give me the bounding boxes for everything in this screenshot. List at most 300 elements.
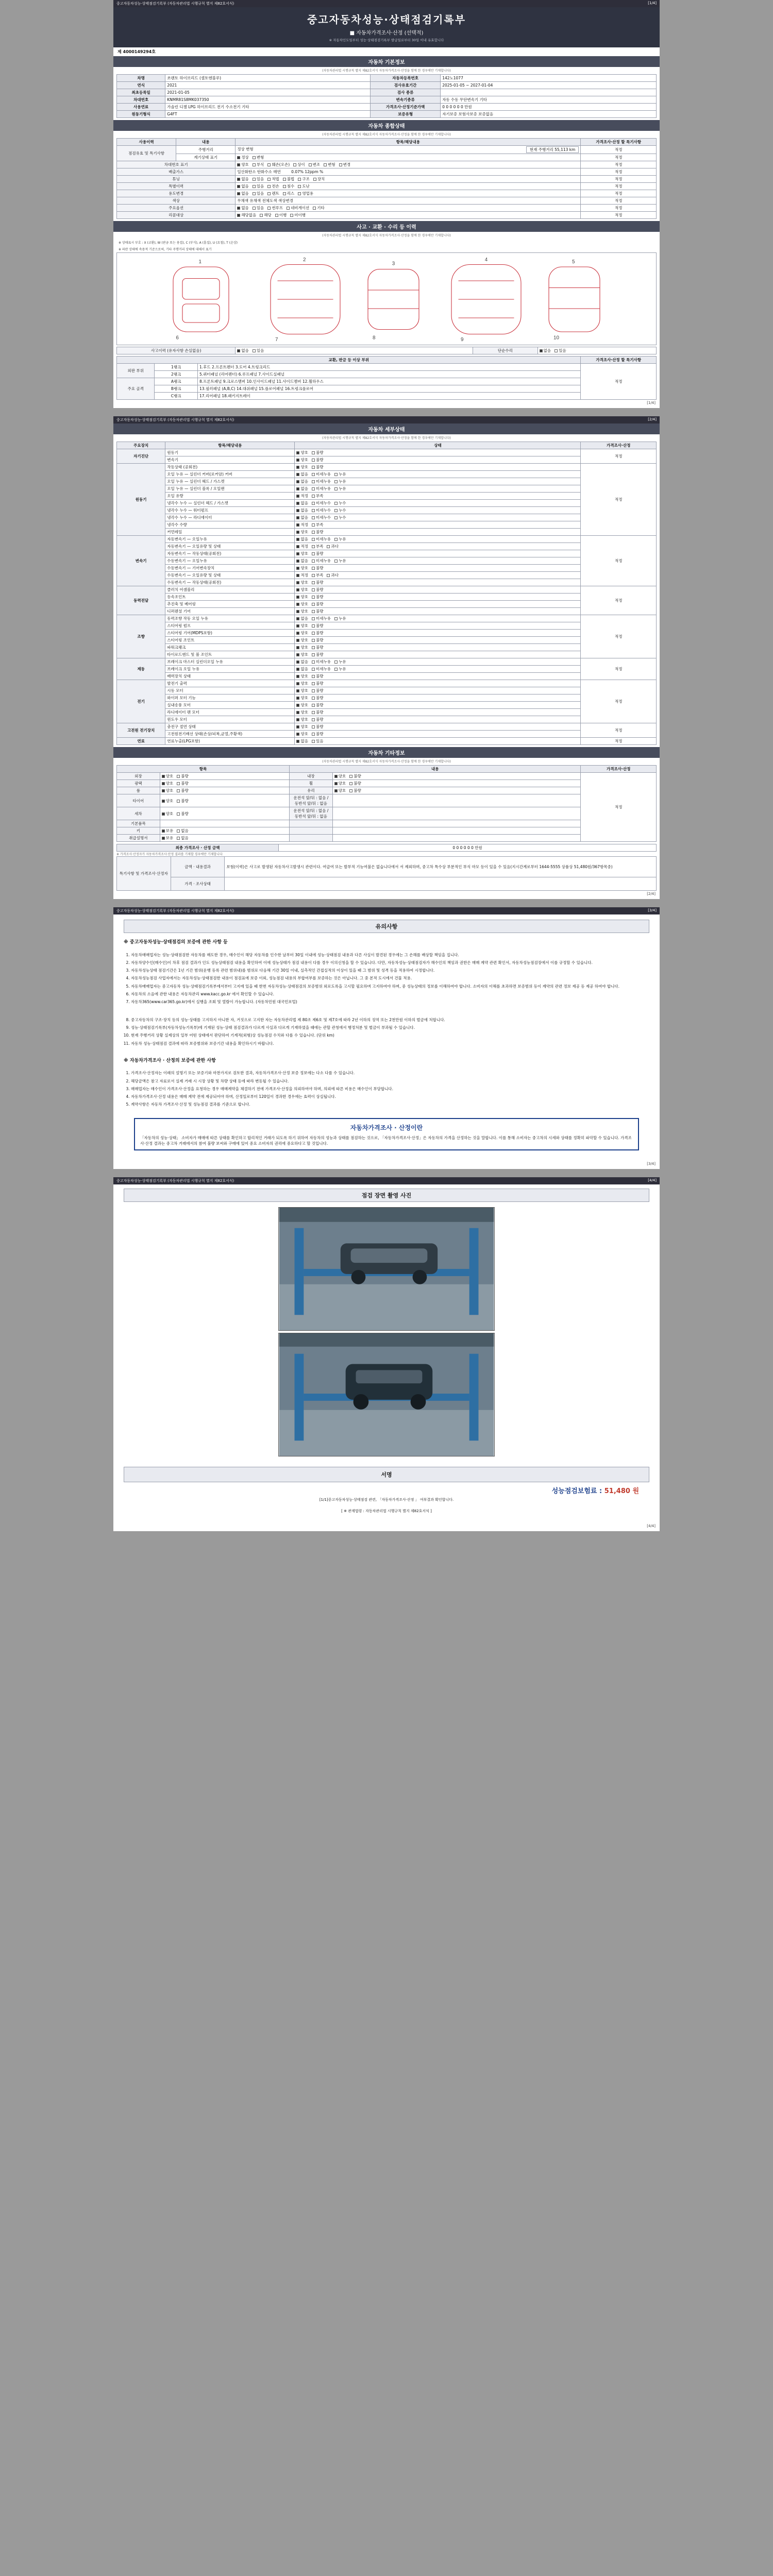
checkbox-option[interactable]: 정상 [237, 155, 249, 160]
detail-item-options[interactable] [295, 529, 581, 536]
parts-items-1-1[interactable]: 13.필러패널 (A,B,C) 14.대쉬패널 15.플로어패널 16.트렁크플로어 [198, 385, 581, 393]
overall-opts-6[interactable] [236, 190, 581, 197]
checkbox-option[interactable]: 불량 [312, 565, 324, 571]
checkbox-icon[interactable] [324, 163, 327, 166]
checkbox-option[interactable]: 양호 [296, 623, 308, 629]
checkbox-option[interactable]: 없음 [296, 471, 308, 477]
checkbox-option[interactable]: 양호 [296, 645, 308, 650]
checkbox-icon[interactable] [296, 711, 299, 714]
checkbox-option[interactable]: 보유 [162, 835, 174, 841]
checkbox-option[interactable]: 있음 [253, 176, 264, 182]
checkbox-option[interactable]: 보유 [162, 828, 174, 834]
checkbox-option[interactable]: 양호 [296, 724, 308, 730]
checkbox-option[interactable]: 양호 [334, 788, 346, 793]
checkbox-icon[interactable] [312, 495, 315, 498]
checkbox-option[interactable]: 양호 [296, 637, 308, 643]
checkbox-icon[interactable] [312, 617, 315, 620]
checkbox-option[interactable]: 있음 [253, 205, 264, 211]
checkbox-option[interactable]: 변형 [253, 155, 264, 160]
checkbox-icon[interactable] [177, 775, 180, 778]
checkbox-option[interactable]: 양호 [334, 781, 346, 786]
checkbox-option[interactable]: 누유 [334, 616, 346, 621]
checkbox-icon[interactable] [267, 185, 271, 188]
checkbox-icon[interactable] [296, 682, 299, 685]
detail-item-options[interactable] [295, 543, 581, 550]
checkbox-option[interactable]: 양호 [296, 587, 308, 592]
detail-item-options[interactable] [295, 586, 581, 594]
detail-item-options[interactable] [295, 644, 581, 651]
checkbox-option[interactable]: 부식 [253, 162, 264, 167]
checkbox-option[interactable]: 양호 [296, 580, 308, 585]
checkbox-option[interactable]: 없음 [296, 507, 308, 513]
checkbox-option[interactable]: 불량 [177, 773, 189, 779]
checkbox-icon[interactable] [312, 567, 315, 570]
detail-item-options[interactable] [295, 694, 581, 702]
checkbox-icon[interactable] [312, 704, 315, 707]
checkbox-icon[interactable] [312, 660, 315, 664]
checkbox-icon[interactable] [312, 639, 315, 642]
checkbox-option[interactable]: 적정 [296, 522, 308, 528]
checkbox-icon[interactable] [312, 523, 315, 527]
checkbox-option[interactable]: 양호 [296, 652, 308, 657]
checkbox-icon[interactable] [312, 552, 315, 555]
detail-item-options[interactable] [295, 500, 581, 507]
detail-item-options[interactable] [295, 557, 581, 565]
checkbox-icon[interactable] [349, 789, 352, 792]
checkbox-option[interactable]: 양호 [296, 702, 308, 708]
checkbox-option[interactable]: 양호 [296, 681, 308, 686]
checkbox-option[interactable]: 없음 [296, 659, 308, 665]
checkbox-icon[interactable] [334, 538, 338, 541]
checkbox-icon[interactable] [312, 733, 315, 736]
overall-opts-3[interactable] [236, 168, 581, 176]
checkbox-option[interactable]: 침수 [283, 183, 295, 189]
checkbox-icon[interactable] [312, 711, 315, 714]
other-item-options[interactable] [160, 820, 289, 827]
other-item-options[interactable] [160, 773, 289, 780]
checkbox-icon[interactable] [296, 646, 299, 649]
checkbox-option[interactable]: 양호 [296, 529, 308, 535]
checkbox-icon[interactable] [267, 207, 271, 210]
checkbox-option[interactable]: 미세누수 [312, 500, 331, 506]
checkbox-option[interactable]: 미이행 [290, 212, 306, 218]
overall-opts-9[interactable] [236, 212, 581, 219]
checkbox-icon[interactable] [296, 523, 299, 527]
detail-item-options[interactable] [295, 673, 581, 680]
checkbox-option[interactable]: 부족 [312, 522, 324, 528]
checkbox-option[interactable]: 양호 [334, 773, 346, 779]
checkbox-icon[interactable] [554, 349, 558, 352]
checkbox-option[interactable]: 변형 [324, 162, 335, 167]
checkbox-icon[interactable] [327, 574, 330, 577]
checkbox-option[interactable]: 장치 [313, 176, 325, 182]
other-item-options[interactable] [160, 835, 289, 842]
parts-items-1-2[interactable]: 17.리어패널 18.패키지트레이 [198, 393, 581, 400]
checkbox-option[interactable]: 변조 [309, 162, 321, 167]
checkbox-icon[interactable] [298, 178, 301, 181]
checkbox-option[interactable]: 불량 [312, 688, 324, 693]
parts-items-1-0[interactable]: 8.프론트패널 9.크로스멤버 10.인사이드패널 11.사이드멤버 12.휠하우스 [198, 378, 581, 385]
other-item-options-2[interactable] [332, 827, 581, 835]
checkbox-icon[interactable] [296, 567, 299, 570]
checkbox-option[interactable]: 없음 [296, 738, 308, 744]
checkbox-option[interactable]: 불량 [312, 702, 324, 708]
checkbox-option[interactable]: 과다 [327, 544, 339, 549]
checkbox-option[interactable]: 양호 [162, 788, 174, 793]
checkbox-icon[interactable] [334, 473, 338, 476]
checkbox-icon[interactable] [298, 185, 301, 188]
checkbox-option[interactable]: 없음 [296, 536, 308, 542]
detail-item-options[interactable] [295, 630, 581, 637]
accident-sub-value-1[interactable] [537, 347, 656, 354]
checkbox-option[interactable]: 양호 [237, 162, 249, 167]
checkbox-option[interactable]: 없음 [237, 183, 249, 189]
other-item-options-2[interactable] [332, 787, 581, 794]
detail-item-options[interactable] [295, 651, 581, 658]
checkbox-icon[interactable] [296, 653, 299, 656]
checkbox-option[interactable]: 불량 [312, 673, 324, 679]
detail-item-options[interactable] [295, 449, 581, 456]
checkbox-option[interactable]: 미세누유 [312, 558, 331, 564]
detail-item-options[interactable] [295, 536, 581, 543]
detail-item-options[interactable] [295, 572, 581, 579]
checkbox-icon[interactable] [162, 800, 165, 803]
checkbox-option[interactable]: 불량 [312, 587, 324, 592]
checkbox-icon[interactable] [162, 829, 165, 833]
checkbox-option[interactable]: 적정 [296, 572, 308, 578]
checkbox-option[interactable]: 없음 [237, 176, 249, 182]
checkbox-option[interactable]: 미세누유 [312, 486, 331, 492]
checkbox-icon[interactable] [253, 178, 256, 181]
checkbox-option[interactable]: 양호 [296, 464, 308, 470]
detail-item-options[interactable] [295, 456, 581, 464]
checkbox-icon[interactable] [162, 782, 165, 785]
checkbox-option[interactable]: 불량 [177, 781, 189, 786]
checkbox-icon[interactable] [253, 192, 256, 195]
checkbox-icon[interactable] [312, 545, 315, 548]
checkbox-icon[interactable] [162, 812, 165, 816]
checkbox-option[interactable]: 불량 [312, 645, 324, 650]
checkbox-option[interactable]: 없음 [296, 616, 308, 621]
checkbox-icon[interactable] [312, 725, 315, 728]
detail-item-options[interactable] [295, 507, 581, 514]
checkbox-icon[interactable] [334, 782, 338, 785]
checkbox-icon[interactable] [312, 538, 315, 541]
checkbox-option[interactable]: 양호 [296, 695, 308, 701]
checkbox-icon[interactable] [312, 668, 315, 671]
checkbox-icon[interactable] [312, 531, 315, 534]
checkbox-option[interactable]: 없음 [296, 500, 308, 506]
detail-item-options[interactable] [295, 658, 581, 666]
checkbox-icon[interactable] [334, 660, 338, 664]
checkbox-icon[interactable] [296, 733, 299, 736]
checkbox-icon[interactable] [296, 675, 299, 678]
checkbox-option[interactable]: 양호 [162, 773, 174, 779]
checkbox-option[interactable]: 불량 [312, 551, 324, 556]
checkbox-icon[interactable] [296, 466, 299, 469]
other-item-options-2[interactable] [332, 835, 581, 842]
checkbox-icon[interactable] [177, 782, 180, 785]
checkbox-icon[interactable] [296, 502, 299, 505]
checkbox-icon[interactable] [296, 451, 299, 454]
checkbox-icon[interactable] [296, 740, 299, 743]
checkbox-icon[interactable] [290, 214, 293, 217]
checkbox-icon[interactable] [296, 459, 299, 462]
checkbox-option[interactable]: 과다 [327, 572, 339, 578]
checkbox-option[interactable]: 불량 [312, 594, 324, 600]
detail-item-options[interactable] [295, 478, 581, 485]
checkbox-option[interactable]: 불량 [312, 464, 324, 470]
checkbox-option[interactable]: 미세누유 [312, 536, 331, 542]
checkbox-option[interactable]: 양호 [296, 717, 308, 722]
checkbox-option[interactable]: 없음 [296, 666, 308, 672]
checkbox-icon[interactable] [312, 459, 315, 462]
checkbox-icon[interactable] [237, 349, 240, 352]
checkbox-option[interactable]: 있음 [253, 191, 264, 196]
checkbox-option[interactable]: 누유 [334, 479, 346, 484]
checkbox-icon[interactable] [267, 178, 271, 181]
checkbox-icon[interactable] [177, 812, 180, 816]
checkbox-icon[interactable] [312, 603, 315, 606]
detail-item-options[interactable] [295, 608, 581, 615]
detail-item-options[interactable] [295, 594, 581, 601]
checkbox-option[interactable]: 이행 [275, 212, 287, 218]
parts-items-0-0[interactable]: 1.후드 2.프론트펜더 3.도어 4.트렁크리드 [198, 364, 581, 371]
checkbox-icon[interactable] [253, 207, 256, 210]
other-item-options[interactable] [160, 780, 289, 787]
checkbox-option[interactable]: 없음 [296, 515, 308, 520]
checkbox-icon[interactable] [237, 207, 240, 210]
checkbox-icon[interactable] [313, 178, 316, 181]
detail-item-options[interactable] [295, 493, 581, 500]
checkbox-icon[interactable] [312, 646, 315, 649]
checkbox-icon[interactable] [296, 581, 299, 584]
other-item-options-2[interactable] [332, 773, 581, 780]
checkbox-icon[interactable] [334, 487, 338, 490]
checkbox-option[interactable]: 불량 [349, 781, 361, 786]
checkbox-icon[interactable] [253, 185, 256, 188]
checkbox-option[interactable]: 훼손(오손) [267, 162, 290, 167]
checkbox-icon[interactable] [177, 837, 180, 840]
checkbox-icon[interactable] [312, 588, 315, 591]
checkbox-option[interactable]: 누유 [334, 659, 346, 665]
checkbox-icon[interactable] [334, 509, 338, 512]
checkbox-option[interactable]: 불량 [312, 717, 324, 722]
checkbox-icon[interactable] [296, 588, 299, 591]
detail-item-options[interactable] [295, 702, 581, 709]
checkbox-icon[interactable] [177, 800, 180, 803]
checkbox-option[interactable]: 누수 [334, 500, 346, 506]
checkbox-icon[interactable] [296, 632, 299, 635]
checkbox-option[interactable]: 불량 [312, 695, 324, 701]
detail-item-options[interactable] [295, 464, 581, 471]
overall-opts-4[interactable] [236, 176, 581, 183]
checkbox-icon[interactable] [349, 775, 352, 778]
checkbox-icon[interactable] [298, 192, 301, 195]
checkbox-icon[interactable] [296, 639, 299, 642]
checkbox-icon[interactable] [275, 214, 278, 217]
parts-items-0-1[interactable]: 5.쿼터패널 (리어펜더) 6.루프패널 7.사이드실패널 [198, 371, 581, 378]
checkbox-icon[interactable] [287, 207, 290, 210]
checkbox-option[interactable]: 불법 [283, 176, 295, 182]
checkbox-option[interactable]: 불량 [312, 731, 324, 737]
checkbox-option[interactable]: 양호 [296, 688, 308, 693]
checkbox-option[interactable]: 누유 [334, 536, 346, 542]
checkbox-icon[interactable] [296, 596, 299, 599]
other-item-options-2[interactable] [332, 780, 581, 787]
checkbox-option[interactable]: 불량 [349, 788, 361, 793]
checkbox-option[interactable]: 양호 [296, 551, 308, 556]
checkbox-icon[interactable] [312, 689, 315, 692]
detail-item-options[interactable] [295, 565, 581, 572]
checkbox-option[interactable]: 해당 [260, 212, 272, 218]
checkbox-option[interactable]: 미세누수 [312, 507, 331, 513]
checkbox-icon[interactable] [349, 782, 352, 785]
detail-item-options[interactable] [295, 716, 581, 723]
checkbox-icon[interactable] [177, 829, 180, 833]
checkbox-icon[interactable] [296, 610, 299, 613]
checkbox-option[interactable]: 양호 [162, 811, 174, 817]
checkbox-icon[interactable] [312, 480, 315, 483]
checkbox-option[interactable]: 양호 [296, 450, 308, 455]
checkbox-option[interactable]: 적정 [296, 544, 308, 549]
checkbox-icon[interactable] [540, 349, 543, 352]
checkbox-icon[interactable] [293, 163, 296, 166]
checkbox-option[interactable]: 없음 [177, 835, 189, 841]
checkbox-icon[interactable] [312, 653, 315, 656]
checkbox-option[interactable]: 적정 [296, 493, 308, 499]
checkbox-icon[interactable] [296, 545, 299, 548]
checkbox-option[interactable]: 미세누유 [312, 471, 331, 477]
checkbox-icon[interactable] [296, 617, 299, 620]
checkbox-option[interactable]: 없음 [177, 828, 189, 834]
checkbox-option[interactable]: 양호 [162, 781, 174, 786]
checkbox-option[interactable]: 부족 [312, 493, 324, 499]
checkbox-option[interactable]: 불량 [312, 637, 324, 643]
checkbox-option[interactable]: 누유 [334, 666, 346, 672]
checkbox-icon[interactable] [296, 718, 299, 721]
checkbox-icon[interactable] [312, 596, 315, 599]
checkbox-option[interactable]: 누유 [334, 558, 346, 564]
checkbox-icon[interactable] [162, 775, 165, 778]
detail-item-options[interactable] [295, 601, 581, 608]
checkbox-icon[interactable] [296, 473, 299, 476]
checkbox-option[interactable]: 불량 [312, 580, 324, 585]
checkbox-icon[interactable] [253, 163, 256, 166]
checkbox-icon[interactable] [312, 487, 315, 490]
checkbox-icon[interactable] [267, 192, 271, 195]
checkbox-option[interactable]: 기타 [313, 205, 325, 211]
checkbox-icon[interactable] [296, 516, 299, 519]
other-item-options-2[interactable] [332, 794, 581, 807]
checkbox-icon[interactable] [312, 516, 315, 519]
overall-opts-5[interactable] [236, 183, 581, 190]
detail-item-options[interactable] [295, 471, 581, 478]
checkbox-option[interactable]: 있음 [253, 348, 264, 353]
detail-item-options[interactable] [295, 550, 581, 557]
other-item-options[interactable] [160, 787, 289, 794]
other-item-options[interactable] [160, 827, 289, 835]
checkbox-icon[interactable] [237, 163, 240, 166]
checkbox-icon[interactable] [334, 789, 338, 792]
checkbox-icon[interactable] [312, 502, 315, 505]
checkbox-option[interactable]: 누유 [334, 471, 346, 477]
checkbox-icon[interactable] [312, 466, 315, 469]
overall-opts-0[interactable] [236, 146, 581, 154]
checkbox-icon[interactable] [334, 560, 338, 563]
checkbox-option[interactable]: 양호 [296, 601, 308, 607]
checkbox-option[interactable]: 없음 [237, 191, 249, 196]
checkbox-icon[interactable] [327, 545, 330, 548]
overall-opts-8[interactable] [236, 205, 581, 212]
checkbox-icon[interactable] [334, 480, 338, 483]
checkbox-option[interactable]: 불량 [312, 652, 324, 657]
checkbox-option[interactable]: 변경 [339, 162, 351, 167]
checkbox-option[interactable]: 미세누유 [312, 616, 331, 621]
overall-opts-7[interactable]: 무채색 유채색 전체도색 색상변경 [236, 197, 581, 205]
detail-item-options[interactable] [295, 579, 581, 586]
checkbox-option[interactable]: 렌트 [267, 191, 279, 196]
checkbox-option[interactable]: 불량 [312, 601, 324, 607]
checkbox-option[interactable]: 누유 [334, 486, 346, 492]
checkbox-option[interactable]: 불량 [312, 724, 324, 730]
checkbox-option[interactable]: 양호 [296, 608, 308, 614]
checkbox-option[interactable]: 구조 [298, 176, 310, 182]
other-item-options-2[interactable] [332, 820, 581, 827]
detail-item-options[interactable] [295, 485, 581, 493]
checkbox-option[interactable]: 적법 [267, 176, 279, 182]
checkbox-option[interactable]: 미세누유 [312, 659, 331, 665]
checkbox-icon[interactable] [312, 697, 315, 700]
checkbox-icon[interactable] [312, 682, 315, 685]
checkbox-icon[interactable] [312, 574, 315, 577]
checkbox-icon[interactable] [296, 660, 299, 664]
checkbox-option[interactable]: 불량 [177, 788, 189, 793]
checkbox-icon[interactable] [296, 697, 299, 700]
checkbox-option[interactable]: 도난 [298, 183, 310, 189]
checkbox-option[interactable]: 전손 [267, 183, 279, 189]
detail-item-options[interactable] [295, 723, 581, 731]
checkbox-option[interactable]: 없음 [296, 558, 308, 564]
checkbox-icon[interactable] [237, 192, 240, 195]
detail-item-options[interactable] [295, 622, 581, 630]
detail-item-options[interactable] [295, 687, 581, 694]
detail-item-options[interactable] [295, 731, 581, 738]
detail-item-options[interactable] [295, 666, 581, 673]
checkbox-icon[interactable] [162, 789, 165, 792]
checkbox-icon[interactable] [296, 624, 299, 628]
checkbox-icon[interactable] [162, 837, 165, 840]
checkbox-option[interactable]: 썬루프 [267, 205, 283, 211]
checkbox-icon[interactable] [312, 560, 315, 563]
checkbox-icon[interactable] [253, 156, 256, 159]
checkbox-option[interactable]: 불량 [312, 457, 324, 463]
checkbox-option[interactable]: 불량 [312, 630, 324, 636]
checkbox-icon[interactable] [260, 214, 263, 217]
checkbox-option[interactable]: 네비게이션 [287, 205, 309, 211]
checkbox-icon[interactable] [296, 725, 299, 728]
checkbox-option[interactable]: 불량 [312, 450, 324, 455]
checkbox-icon[interactable] [334, 502, 338, 505]
checkbox-option[interactable]: 양호 [296, 630, 308, 636]
checkbox-option[interactable]: 불량 [312, 529, 324, 535]
checkbox-option[interactable]: 있음 [554, 348, 566, 353]
checkbox-icon[interactable] [296, 509, 299, 512]
checkbox-option[interactable]: 양호 [296, 594, 308, 600]
checkbox-option[interactable]: 리스 [283, 191, 295, 196]
checkbox-option[interactable]: 없음 [540, 348, 551, 353]
checkbox-icon[interactable] [312, 451, 315, 454]
